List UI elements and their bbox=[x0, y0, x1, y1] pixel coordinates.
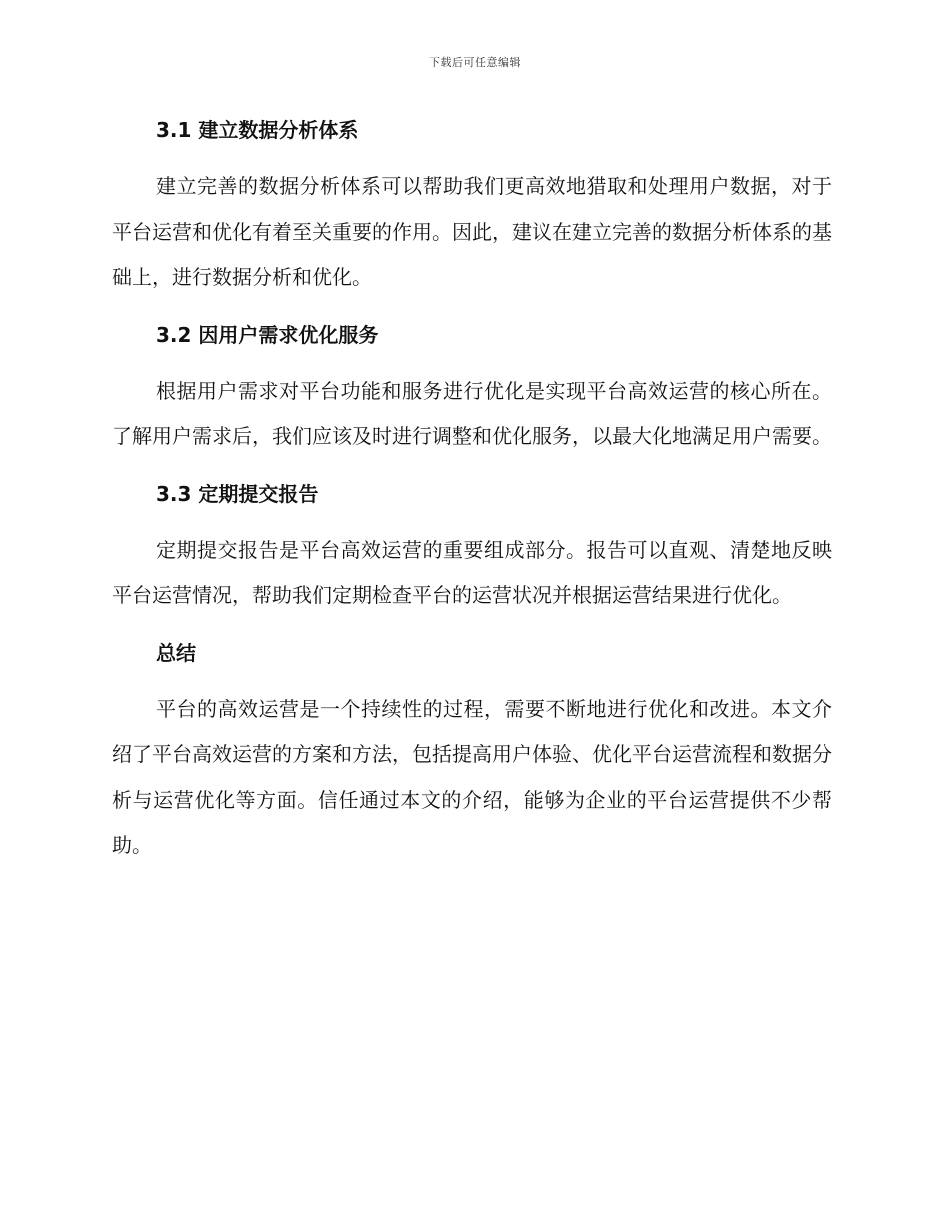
section-reports bbox=[112, 472, 832, 619]
section-paragraph: 根据用户需求对平台功能和服务进行优化是实现平台高效运营的核心所在。了解用户需求后，我们应该及时进行调整和优化服务，以最大化地满足用户需要。 bbox=[112, 378, 832, 448]
section-summary bbox=[112, 631, 832, 869]
section-paragraph: 定期提交报告是平台高效运营的重要组成部分。报告可以直观、清楚地反映平台运营情况，帮助我们定期检查平台的运营状况并根据运营结果进行优化。 bbox=[112, 537, 832, 607]
section-heading: 3.3 定期提交报告 bbox=[156, 481, 319, 506]
section-heading: 总结 bbox=[156, 640, 196, 665]
section-paragraph: 建立完善的数据分析体系可以帮助我们更高效地猎取和处理用户数据，对于平台运营和优化有着至关重要的作用。因此，建议在建立完善的数据分析体系的基础上，进行数据分析和优化。 bbox=[112, 174, 832, 289]
section-heading: 3.2 因用户需求优化服务 bbox=[156, 322, 379, 347]
section-heading: 3.1 建立数据分析体系 bbox=[156, 118, 359, 142]
section-user-needs bbox=[112, 313, 832, 460]
page-header: 下载后可任意编辑 bbox=[429, 56, 521, 69]
section-data-analysis bbox=[112, 108, 832, 301]
section-paragraph: 平台的高效运营是一个持续性的过程，需要不断地进行优化和改进。本文介绍了平台高效运营的方案和方法，包括提高用户体验、优化平台运营流程和数据分析与运营优化等方面。信任通过本文的介绍，能够为企业的平台运营提供不少帮助。 bbox=[112, 696, 832, 857]
document-body bbox=[112, 108, 832, 881]
